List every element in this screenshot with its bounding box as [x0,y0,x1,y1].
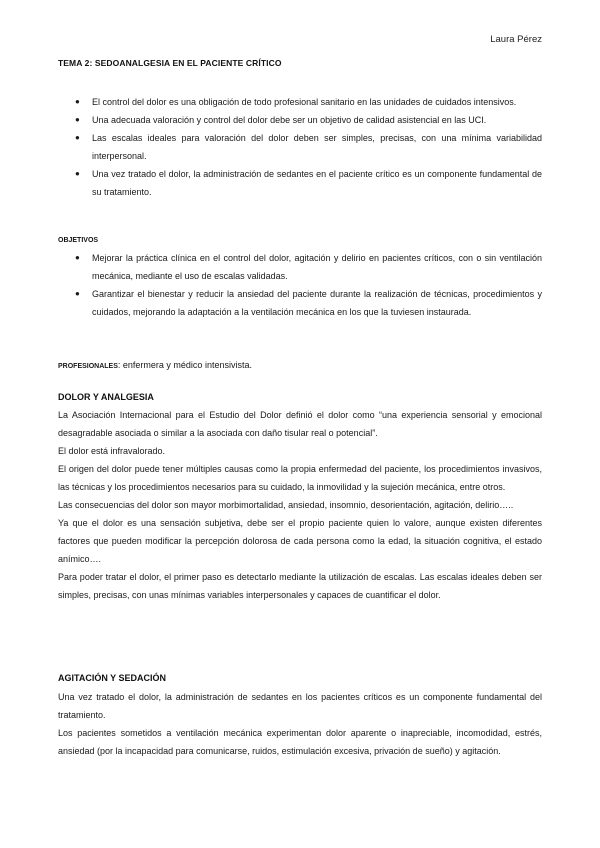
paragraph: El dolor está infravalorado. [58,446,166,456]
list-item: ● El control del dolor es una obligación de todo profesional sanitario en las unidades de cuidados intensivos. [58,93,542,111]
tema-bullet-list [58,93,542,201]
paragraph: Los pacientes sometidos a ventilación mecánica experimentan dolor aparente o inapreciable, incomodidad, estrés, ansiedad (por la incapacidad para comunicarse, ruidos, estimulación excesiva, privación de sueño) y agitación. [58,728,542,756]
dolor-heading: DOLOR Y ANALGESIA [58,392,154,402]
list-item: ● Una adecuada valoración y control del dolor debe ser un objetivo de calidad asistencial en las UCI. [58,111,542,129]
paragraph: Ya que el dolor es una sensación subjetiva, debe ser el propio paciente quien lo valore, aunque existen diferentes factores que pueden modificar la percepción dolorosa de cada persona como la edad, la situación cognitiva, el estado anímico…. [58,518,542,564]
paragraph: La Asociación Internacional para el Estudio del Dolor definió el dolor como “una experiencia sensorial y emocional desagradable asociada o similar a la asociada con daño tisular real o potencial”. [58,410,542,438]
paragraph: Una vez tratado el dolor, la administración de sedantes en los pacientes críticos es un componente fundamental del tratamiento. [58,692,542,720]
paragraph: Para poder tratar el dolor, el primer paso es detectarlo mediante la utilización de escalas. Las escalas ideales deben ser simples, precisas, con unas mínimas variables interpersonales y capaces de cuantificar el dolor. [58,572,542,600]
agitacion-section [58,688,542,760]
list-item: ● Mejorar la práctica clínica en el control del dolor, agitación y delirio en pacientes críticos, con o sin ventilación mecánica, mediante el uso de escalas validadas. [58,249,542,285]
list-item: ● Las escalas ideales para valoración del dolor deben ser simples, precisas, con una mínima variabilidad interpersonal. [58,129,542,165]
list-item: ● Garantizar el bienestar y reducir la ansiedad del paciente durante la realización de técnicas, procedimientos y cuidados, mejorando la adaptación a la ventilación mecánica en los que la tuviesen instaurada. [58,285,542,321]
document-title: TEMA 2: SEDOANALGESIA EN EL PACIENTE CRÍTICO [58,58,282,68]
bullet-icon: ● [75,169,80,178]
paragraph: El origen del dolor puede tener múltiples causas como la propia enfermedad del paciente, los procedimientos invasivos, las técnicas y los procedimientos necesarios para su cuidado, la inmovilidad y la sujeción mecánica, entre otros. [58,464,542,492]
bullet-icon: ● [75,289,80,298]
bullet-icon: ● [75,97,80,106]
profesionales-text: : enfermera y médico intensivista. [117,360,252,370]
dolor-section [58,406,542,604]
list-item: ● Una vez tratado el dolor, la administración de sedantes en el paciente crítico es un componente fundamental de su tratamiento. [58,165,542,201]
objetivos-bullet-list [58,249,542,321]
profesionales-label: PROFESIONALES [58,363,118,370]
agitacion-heading: AGITACIÓN Y SEDACIÓN [58,673,167,683]
paragraph: Las consecuencias del dolor son mayor morbimortalidad, ansiedad, insomnio, desorientación, agitación, delirio….. [58,500,514,510]
author-name: Laura Pérez [490,34,542,45]
bullet-icon: ● [75,115,80,124]
objetivos-heading: OBJETIVOS [58,237,99,244]
bullet-icon: ● [75,133,80,142]
profesionales-line [58,356,542,376]
bullet-icon: ● [75,253,80,262]
